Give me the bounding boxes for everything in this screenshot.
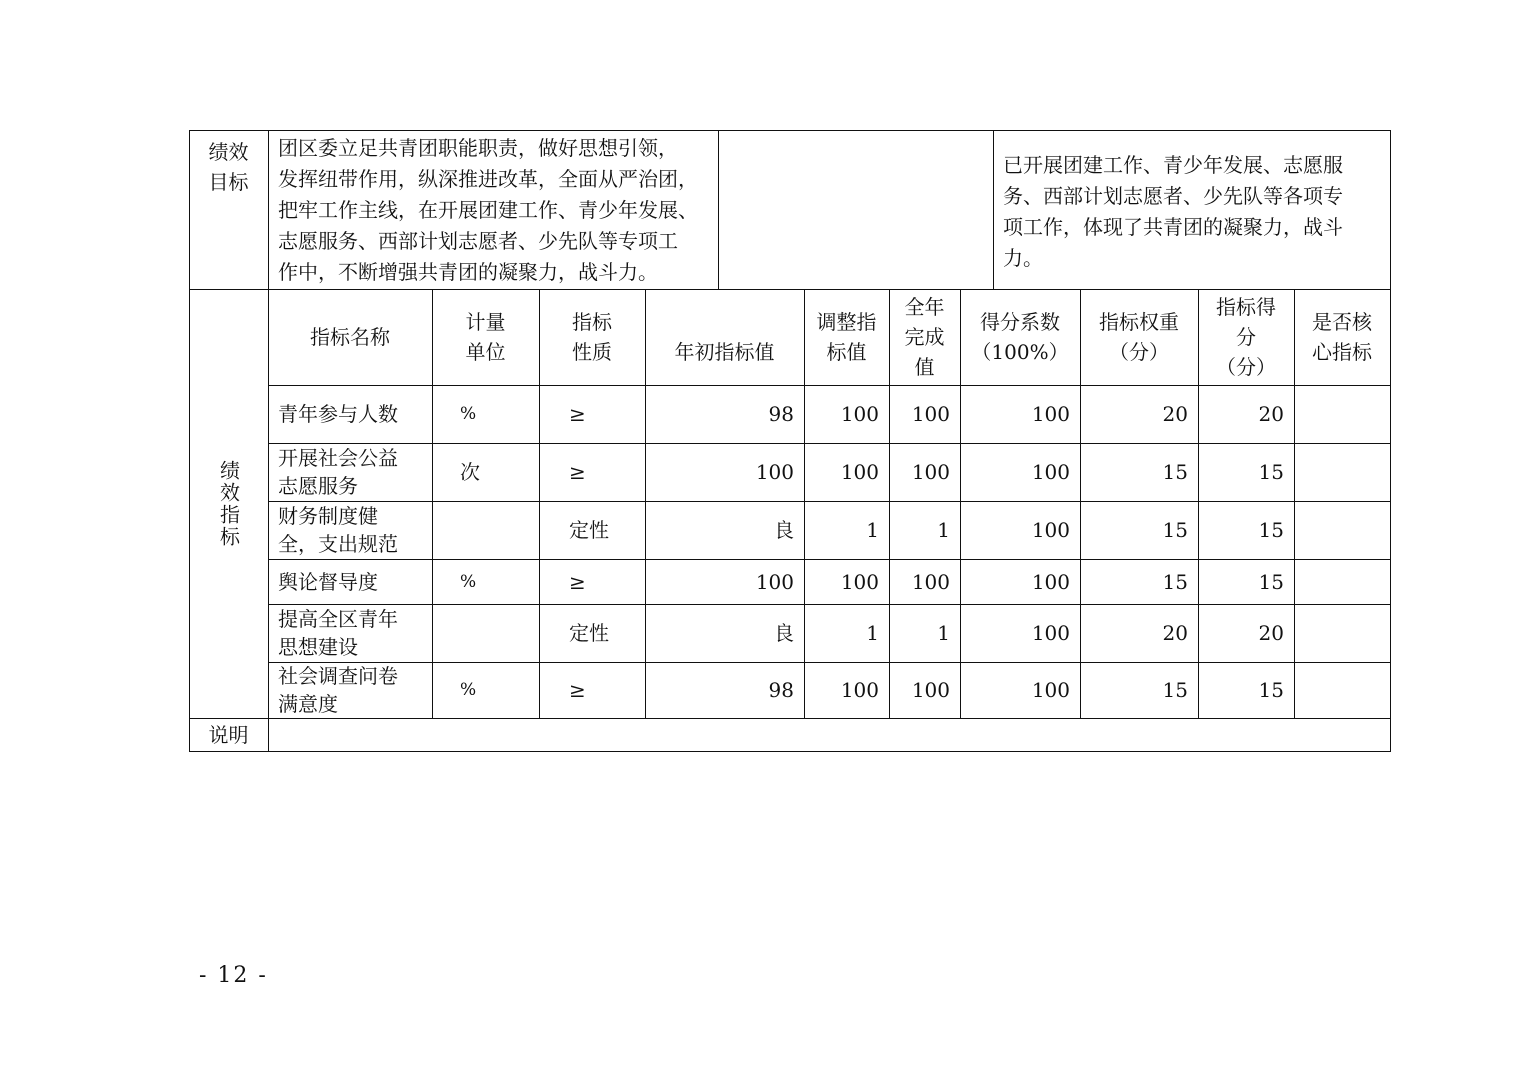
row2-score: 15	[1258, 460, 1284, 484]
header-initial: 年初指标值	[674, 340, 775, 364]
header-weight: 指标权重 （分）	[1099, 310, 1179, 364]
header-completed: 全年 完成 值	[904, 295, 945, 379]
row3-adjusted: 1	[866, 518, 879, 542]
row3-core	[1294, 501, 1390, 559]
row6-name: 社会调查问卷 满意度	[278, 664, 398, 716]
indicator-label-text: 绩效指标	[216, 459, 241, 548]
row5-nature: 定性	[569, 621, 609, 645]
row5-coefficient: 100	[1031, 621, 1070, 645]
row2-initial: 100	[755, 460, 794, 484]
row5-completed: 1	[937, 621, 950, 645]
row4-unit: %	[460, 571, 477, 592]
row2-completed: 100	[911, 460, 950, 484]
row3-initial: 良	[774, 518, 794, 542]
row1-unit: %	[460, 404, 477, 424]
border-right	[1390, 130, 1391, 752]
row4-score: 15	[1258, 569, 1284, 594]
row3-coefficient: 100	[1031, 518, 1070, 542]
row4-name: 舆论督导度	[278, 569, 378, 594]
row1-coefficient: 100	[1031, 402, 1070, 426]
row6-core	[1294, 662, 1390, 718]
row6-score: 15	[1258, 678, 1284, 702]
row1-score: 20	[1258, 402, 1284, 426]
row5-core	[1294, 604, 1390, 662]
header-name: 指标名称	[310, 325, 390, 349]
row6-weight: 15	[1162, 678, 1188, 702]
row1-adjusted: 100	[840, 402, 879, 426]
row2-unit: 次	[460, 460, 480, 484]
row2-nature: ≥	[569, 460, 586, 484]
row5-unit	[432, 604, 539, 662]
row5-adjusted: 1	[866, 621, 879, 645]
goal-target-text: 团区委立足共青团职能职责，做好思想引领， 发挥纽带作用，纵深推进改革，全面从严治团， 把牢工作主线，在开展团建工作、青少年发展、 志愿服务、西部计划志愿者、少先队等专项工 作中，不断增强共青团的凝聚力，战斗力。	[278, 136, 698, 284]
border-bottom	[189, 751, 1391, 752]
header-adjusted: 调整指 标值	[816, 310, 877, 364]
row6-unit: %	[460, 680, 477, 700]
row3-weight: 15	[1162, 518, 1188, 542]
row1-core	[1294, 385, 1390, 443]
goal-label: 绩效 目标	[208, 140, 249, 194]
header-coefficient: 得分系数 （100%）	[971, 310, 1069, 364]
row3-unit	[432, 501, 539, 559]
note-label: 说明	[208, 722, 249, 747]
header-core: 是否核 心指标	[1312, 310, 1372, 364]
row3-nature: 定性	[569, 518, 609, 542]
row6-completed: 100	[911, 678, 950, 702]
note-value	[268, 718, 1390, 751]
header-nature: 指标 性质	[572, 310, 612, 364]
row3-name: 财务制度健 全，支出规范	[278, 504, 398, 556]
row5-score: 20	[1258, 621, 1284, 645]
row4-nature: ≥	[569, 569, 586, 594]
row4-weight: 15	[1162, 569, 1188, 594]
row1-initial: 98	[768, 402, 794, 426]
indicator-label	[189, 289, 268, 718]
row2-name: 开展社会公益 志愿服务	[278, 446, 398, 498]
row4-coefficient: 100	[1031, 569, 1070, 594]
row6-adjusted: 100	[840, 678, 879, 702]
row2-coefficient: 100	[1031, 460, 1070, 484]
row1-nature: ≥	[569, 402, 586, 426]
row6-nature: ≥	[569, 678, 586, 702]
row1-weight: 20	[1162, 402, 1188, 426]
row6-initial: 98	[768, 678, 794, 702]
row4-initial: 100	[755, 569, 794, 594]
row3-completed: 1	[937, 518, 950, 542]
border-goal-mid-2	[993, 130, 994, 290]
row5-weight: 20	[1162, 621, 1188, 645]
header-score: 指标得 分 （分）	[1216, 295, 1276, 379]
goal-completion-text: 已开展团建工作、青少年发展、志愿服 务、西部计划志愿者、少先队等各项专 项工作，体现了共青团的凝聚力，战斗 力。	[1003, 153, 1343, 270]
row2-core	[1294, 443, 1390, 501]
row3-score: 15	[1258, 518, 1284, 542]
row4-completed: 100	[911, 569, 950, 594]
row5-name: 提高全区青年 思想建设	[278, 607, 398, 659]
row6-coefficient: 100	[1031, 678, 1070, 702]
page-number: - 12 -	[199, 963, 268, 988]
header-unit: 计量 单位	[465, 310, 506, 364]
row1-completed: 100	[911, 402, 950, 426]
row5-initial: 良	[774, 621, 794, 645]
row4-adjusted: 100	[840, 569, 879, 594]
row2-weight: 15	[1162, 460, 1188, 484]
row2-adjusted: 100	[840, 460, 879, 484]
row4-core	[1294, 559, 1390, 604]
goal-middle-cell	[718, 130, 993, 289]
row1-name: 青年参与人数	[278, 402, 398, 426]
